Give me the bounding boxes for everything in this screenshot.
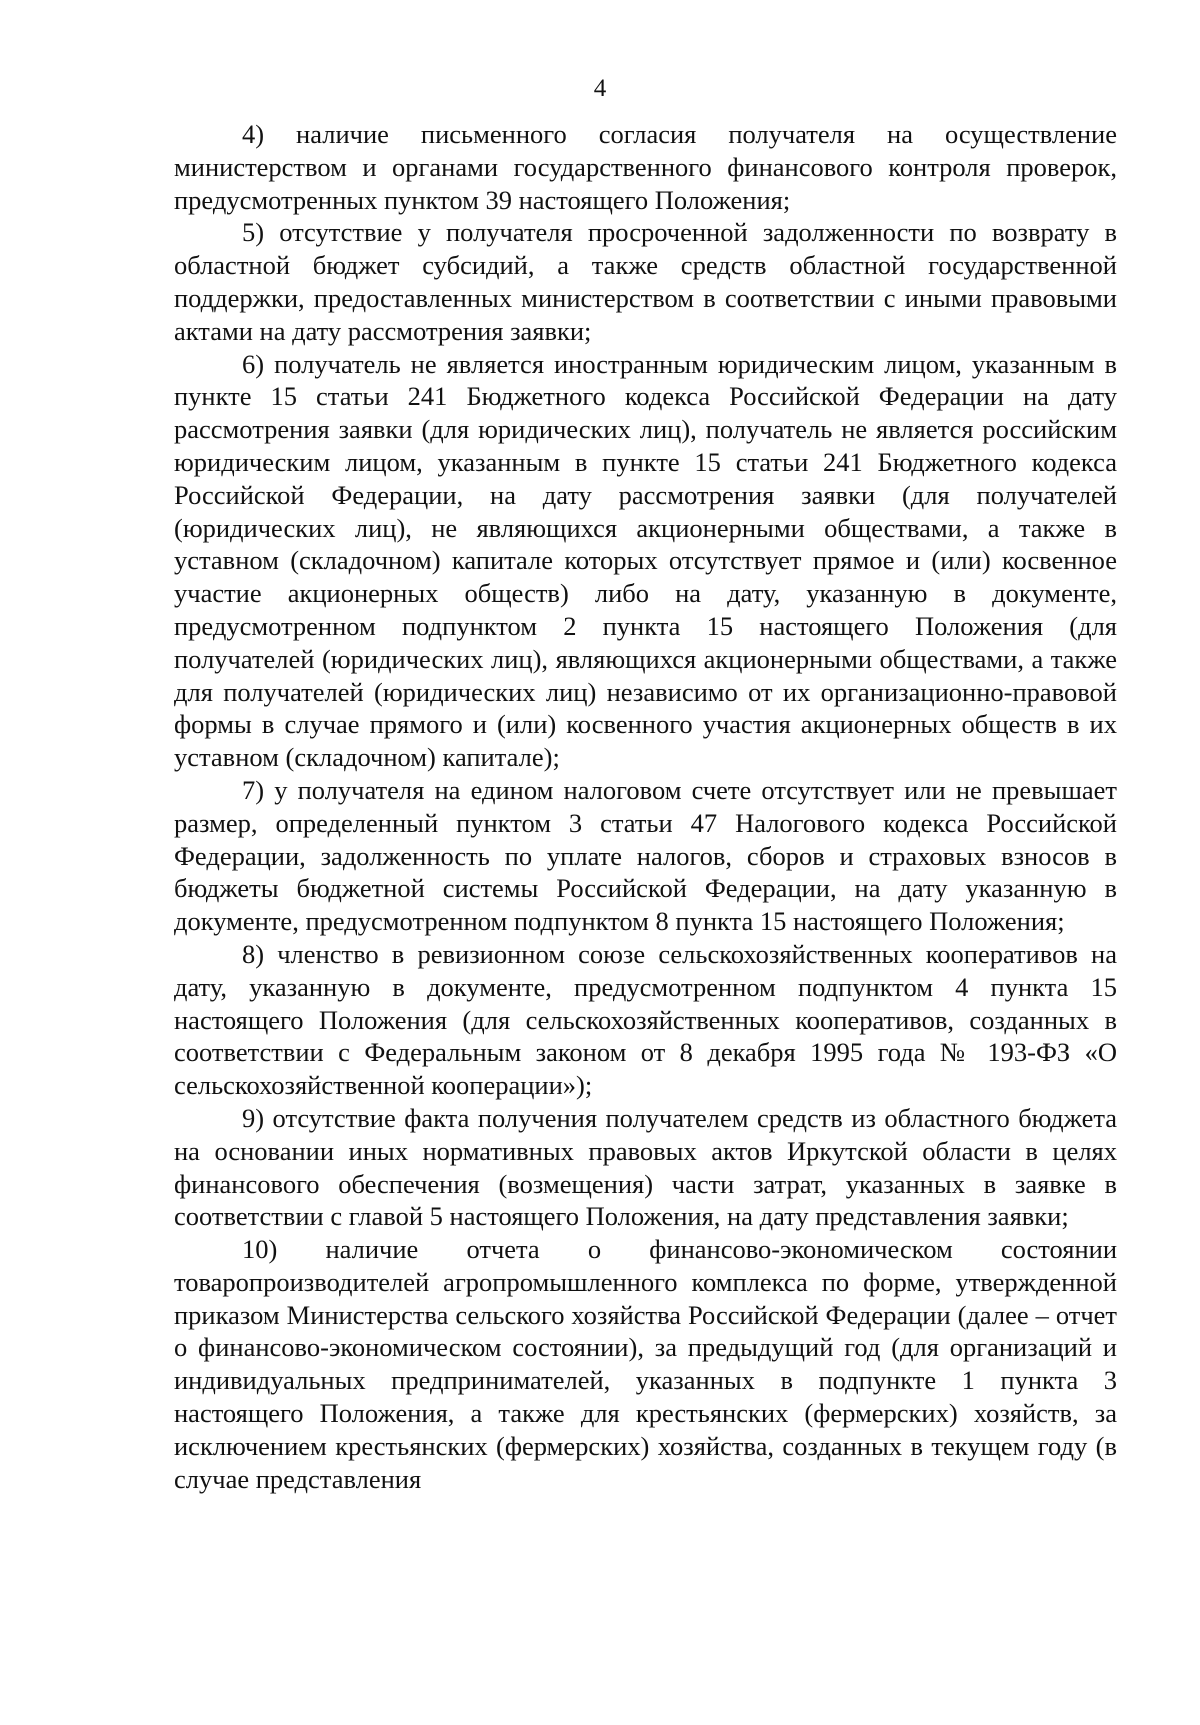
paragraph-item-8: 8) членство в ревизионном союзе сельскохозяйственных кооперативов на дату, указанную в документе, предусмотренном подпунктом 4 пункта 15 настоящего Положения (для сельскохозяйственных кооперативов, созданных в соответствии с Федеральным законом от 8 декабря 1995 года № 193-ФЗ «О сельскохозяйственной кооперации»); xyxy=(174,938,1117,1101)
paragraph-item-9: 9) отсутствие факта получения получателем средств из областного бюджета на основании иных нормативных правовых актов Иркутской области в целях финансового обеспечения (возмещения) части затрат, указанных в заявке в соответствии с главой 5 настоящего Положения, на дату представления заявки; xyxy=(174,1102,1117,1232)
paragraph-item-5: 5) отсутствие у получателя просроченной задолженности по возврату в областной бюджет субсидий, а также средств областной государственной поддержки, предоставленных министерством в соответствии с иными правовыми актами на дату рассмотрения заявки; xyxy=(174,217,1117,346)
document-body xyxy=(174,118,1117,1495)
paragraph-item-10: 10) наличие отчета о финансово-экономическом состоянии товаропроизводителей агропромышленного комплекса по форме, утвержденной приказом Министерства сельского хозяйства Российской Федерации (далее – отчет о финансово-экономическом состоянии), за предыдущий год (для организаций и индивидуальных предпринимателей, указанных в подпункте 1 пункта 3 настоящего Положения, а также для крестьянских (фермерских) хозяйств, за исключением крестьянских (фермерских) хозяйства, созданных в текущем году (в случае представления xyxy=(174,1234,1117,1494)
paragraph-item-7: 7) у получателя на едином налоговом счете отсутствует или не превышает размер, определенный пунктом 3 статьи 47 Налогового кодекса Российской Федерации, задолженность по уплате налогов, сборов и страховых взносов в бюджеты бюджетной системы Российской Федерации, на дату указанную в документе, предусмотренном подпунктом 8 пункта 15 настоящего Положения; xyxy=(174,774,1117,937)
paragraph-item-4: 4) наличие письменного согласия получателя на осуществление министерством и органами государственного финансового контроля проверок, предусмотренных пунктом 39 настоящего Положения; xyxy=(174,119,1117,215)
page-number: 4 xyxy=(593,75,607,102)
paragraph-item-6: 6) получатель не является иностранным юридическим лицом, указанным в пункте 15 статьи 241 Бюджетного кодекса Российской Федерации на дату рассмотрения заявки (для юридических лиц), получатель не является российским юридическим лицом, указанным в пункте 15 статьи 241 Бюджетного кодекса Российской Федерации, на дату рассмотрения заявки (для получателей (юридических лиц), не являющихся акционерными обществами, а также в уставном (складочном) капитале которых отсутствует прямое и (или) косвенное участие акционерных обществ) либо на дату, указанную в документе, предусмотренном подпунктом 2 пункта 15 настоящего Положения (для получателей (юридических лиц), являющихся акционерными обществами, а также для получателей (юридических лиц) независимо от их организационно-правовой формы в случае прямого и (или) косвенного участия акционерных обществ в их уставном (складочном) капитале); xyxy=(174,348,1117,773)
